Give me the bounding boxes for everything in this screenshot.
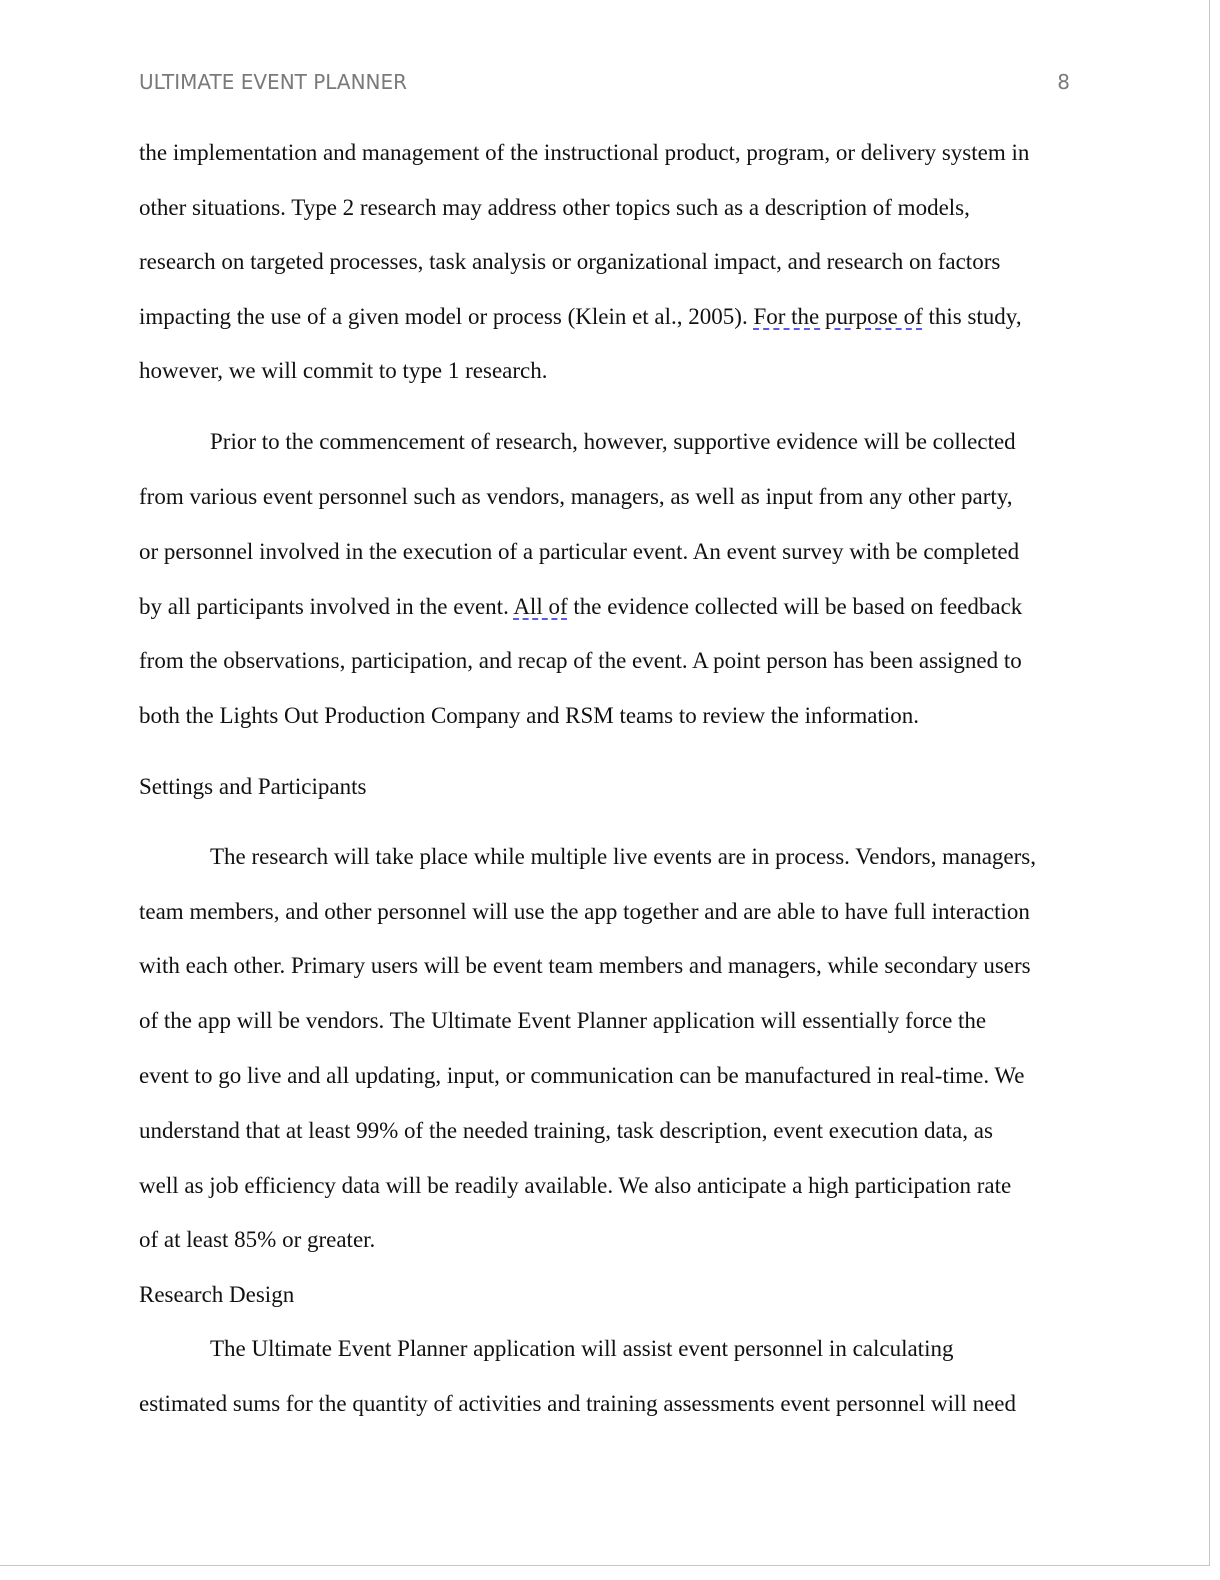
body-line: other situations. Type 2 research may address other topics such as a description of models, xyxy=(139,195,970,220)
body-text: by all participants involved in the event. xyxy=(139,594,514,619)
body-text: the evidence collected will be based on feedback xyxy=(567,594,1023,619)
body-line: The Ultimate Event Planner application will assist event personnel in calculating xyxy=(210,1336,954,1361)
body-line: however, we will commit to type 1 research. xyxy=(139,358,548,383)
body-line: or personnel involved in the execution of a particular event. An event survey with be completed xyxy=(139,539,1020,564)
body-line: both the Lights Out Production Company and RSM teams to review the information. xyxy=(139,703,919,728)
body-text: this study, xyxy=(922,304,1022,329)
body-line xyxy=(139,592,1022,622)
body-line: Prior to the commencement of research, however, supportive evidence will be collected xyxy=(210,429,1016,454)
running-head: ULTIMATE EVENT PLANNER xyxy=(139,70,408,94)
body-line: research on targeted processes, task analysis or organizational impact, and research on factors xyxy=(139,249,1001,274)
body-line: well as job efficiency data will be readily available. We also anticipate a high participation rate xyxy=(139,1173,1012,1198)
grammar-suggestion[interactable]: For the purpose of xyxy=(753,304,923,329)
body-line: The research will take place while multiple live events are in process. Vendors, managers, xyxy=(210,844,1037,869)
section-heading: Settings and Participants xyxy=(139,774,367,799)
body-line: understand that at least 99% of the needed training, task description, event execution data, as xyxy=(139,1118,993,1143)
page-number: 8 xyxy=(1057,70,1070,94)
body-line: with each other. Primary users will be event team members and managers, while secondary users xyxy=(139,953,1031,978)
section-heading: Research Design xyxy=(139,1282,295,1307)
body-text: impacting the use of a given model or process (Klein et al., 2005). xyxy=(139,304,754,329)
body-line: estimated sums for the quantity of activities and training assessments event personnel will need xyxy=(139,1391,1016,1416)
body-line: of the app will be vendors. The Ultimate Event Planner application will essentially force the xyxy=(139,1008,987,1033)
body-line: event to go live and all updating, input, or communication can be manufactured in real-time. We xyxy=(139,1063,1025,1088)
body-line: of at least 85% or greater. xyxy=(139,1227,376,1252)
body-line xyxy=(139,302,1022,332)
body-line: the implementation and management of the instructional product, program, or delivery system in xyxy=(139,140,1030,165)
body-line: team members, and other personnel will use the app together and are able to have full interaction xyxy=(139,899,1030,924)
body-line: from the observations, participation, and recap of the event. A point person has been assigned to xyxy=(139,648,1022,673)
grammar-suggestion[interactable]: All of xyxy=(513,594,568,619)
body-line: from various event personnel such as vendors, managers, as well as input from any other party, xyxy=(139,484,1013,509)
